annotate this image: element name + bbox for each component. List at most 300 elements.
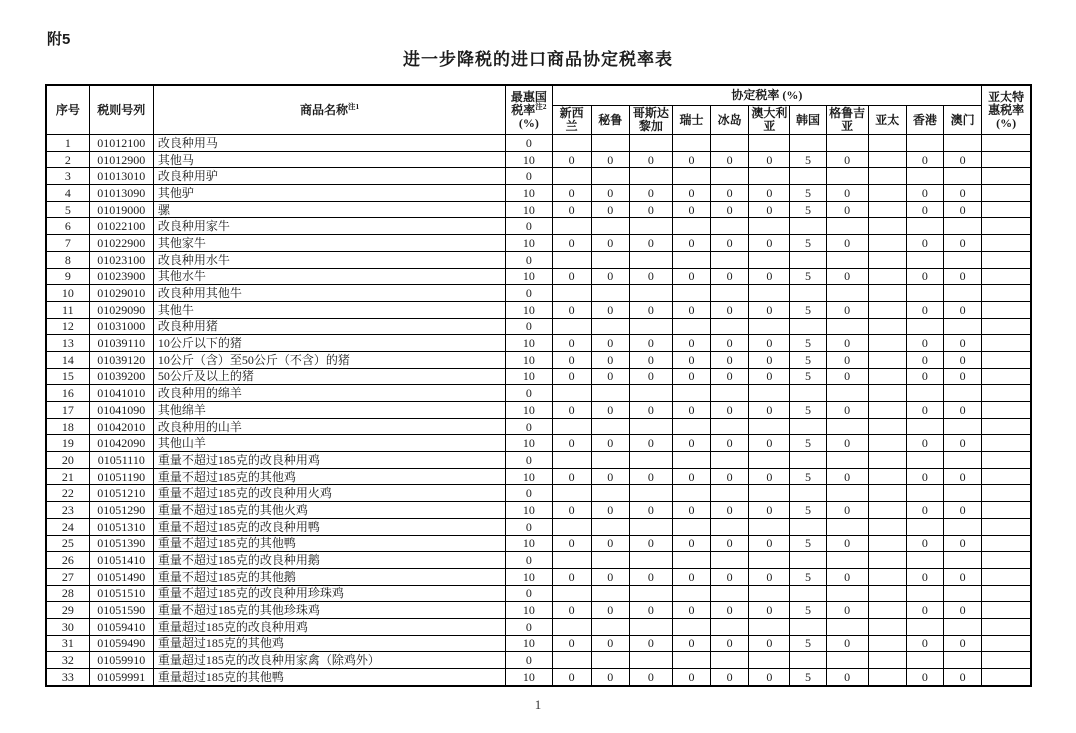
tariff-code-cell: 01029090	[89, 301, 153, 318]
row-no-cell: 27	[46, 568, 89, 585]
agreement-rate-cell: 0	[906, 301, 943, 318]
col-header-korea: 韩国	[790, 106, 826, 135]
row-no-cell: 21	[46, 468, 89, 485]
agreement-rate-cell	[629, 218, 672, 235]
agreement-rate-cell	[943, 218, 981, 235]
product-name-cell: 10公斤（含）至50公斤（不含）的猪	[153, 351, 505, 368]
tariff-code-cell: 01042090	[89, 435, 153, 452]
agreement-rate-cell	[906, 251, 943, 268]
agreement-rate-cell: 0	[711, 468, 749, 485]
tariff-code-cell: 01013010	[89, 168, 153, 185]
agreement-rate-cell	[672, 218, 710, 235]
agreement-rate-cell: 0	[672, 368, 710, 385]
agreement-rate-cell	[591, 585, 629, 602]
agreement-rate-cell	[629, 251, 672, 268]
agreement-rate-cell	[672, 485, 710, 502]
agreement-rate-cell: 0	[906, 201, 943, 218]
row-no-cell: 22	[46, 485, 89, 502]
product-name-cell: 重量不超过185克的其他火鸡	[153, 502, 505, 519]
agreement-rate-cell: 0	[552, 402, 591, 419]
col-header-georgia: 格鲁吉亚	[826, 106, 868, 135]
mfn-rate-cell: 0	[506, 285, 552, 302]
apta-preferential-cell	[982, 351, 1031, 368]
product-name-cell: 改良种用驴	[153, 168, 505, 185]
agreement-rate-cell: 0	[749, 335, 790, 352]
product-name-cell: 改良种用家牛	[153, 218, 505, 235]
agreement-rate-cell	[552, 385, 591, 402]
agreement-rate-cell	[906, 218, 943, 235]
apta-preferential-cell	[982, 485, 1031, 502]
mfn-rate-cell: 0	[506, 218, 552, 235]
agreement-rate-cell: 0	[591, 468, 629, 485]
product-name-cell: 重量不超过185克的改良种用鸡	[153, 452, 505, 469]
agreement-rate-cell	[552, 418, 591, 435]
agreement-rate-cell: 0	[591, 368, 629, 385]
agreement-rate-cell	[826, 518, 868, 535]
mfn-rate-cell: 10	[506, 351, 552, 368]
agreement-rate-cell	[826, 452, 868, 469]
agreement-rate-cell: 0	[591, 402, 629, 419]
agreement-rate-cell	[672, 585, 710, 602]
apta-preferential-cell	[982, 502, 1031, 519]
col-header-new-zealand: 新西兰	[552, 106, 591, 135]
tariff-code-cell: 01023900	[89, 268, 153, 285]
table-row	[46, 402, 1031, 419]
tariff-code-cell: 01012100	[89, 135, 153, 152]
agreement-rate-cell	[591, 385, 629, 402]
agreement-rate-cell: 0	[943, 335, 981, 352]
tariff-code-cell: 01051310	[89, 518, 153, 535]
table-row	[46, 502, 1031, 519]
agreement-rate-cell: 0	[826, 335, 868, 352]
mfn-label-line1: 最惠国	[510, 89, 547, 104]
agreement-rate-cell: 0	[906, 368, 943, 385]
agreement-rate-cell	[711, 251, 749, 268]
agreement-rate-cell: 0	[749, 268, 790, 285]
mfn-rate-cell: 0	[506, 385, 552, 402]
agreement-rate-cell	[906, 135, 943, 152]
agreement-rate-cell: 0	[672, 568, 710, 585]
agreement-rate-cell	[552, 618, 591, 635]
product-name-cell: 重量不超过185克的其他珍珠鸡	[153, 602, 505, 619]
agreement-rate-cell	[672, 518, 710, 535]
agreement-rate-cell: 0	[943, 502, 981, 519]
row-no-cell: 18	[46, 418, 89, 435]
agreement-rate-cell: 0	[672, 402, 710, 419]
row-no-cell: 30	[46, 618, 89, 635]
agreement-rate-cell	[711, 552, 749, 569]
agreement-rate-cell: 0	[591, 185, 629, 202]
apta-preferential-cell	[982, 268, 1031, 285]
product-name-cell: 其他家牛	[153, 235, 505, 252]
agreement-rate-cell	[790, 518, 826, 535]
agreement-rate-cell	[591, 418, 629, 435]
agreement-rate-cell	[749, 485, 790, 502]
table-row	[46, 452, 1031, 469]
agreement-rate-cell	[591, 652, 629, 669]
table-row	[46, 218, 1031, 235]
col-header-tariff-code: 税则号列	[89, 85, 153, 135]
agreement-rate-cell	[868, 335, 906, 352]
tariff-code-cell: 01013090	[89, 185, 153, 202]
agreement-rate-cell	[790, 318, 826, 335]
agreement-rate-cell: 0	[826, 435, 868, 452]
agreement-rate-cell: 0	[906, 185, 943, 202]
agreement-rate-cell: 0	[591, 535, 629, 552]
mfn-rate-cell: 10	[506, 669, 552, 686]
agreement-rate-cell	[552, 218, 591, 235]
tariff-code-cell: 01031000	[89, 318, 153, 335]
agreement-rate-cell	[790, 218, 826, 235]
apta-preferential-cell	[982, 585, 1031, 602]
agreement-rate-cell: 0	[552, 301, 591, 318]
agreement-rate-cell: 0	[906, 669, 943, 686]
agreement-rate-cell	[790, 168, 826, 185]
mfn-rate-cell: 10	[506, 268, 552, 285]
agreement-rate-cell	[711, 485, 749, 502]
agreement-rate-cell: 0	[711, 368, 749, 385]
tariff-code-cell: 01041010	[89, 385, 153, 402]
agreement-rate-cell: 0	[906, 335, 943, 352]
agreement-rate-cell	[672, 285, 710, 302]
agreement-rate-cell	[711, 318, 749, 335]
agreement-rate-cell	[868, 135, 906, 152]
agreement-rate-cell: 0	[552, 435, 591, 452]
agreement-rate-cell: 0	[591, 669, 629, 686]
mfn-rate-cell: 10	[506, 468, 552, 485]
agreement-rate-cell	[552, 485, 591, 502]
agreement-rate-cell	[790, 618, 826, 635]
agreement-rate-cell: 0	[943, 568, 981, 585]
agreement-rate-cell: 0	[943, 351, 981, 368]
agreement-rate-cell: 0	[906, 602, 943, 619]
agreement-rate-cell	[868, 318, 906, 335]
tariff-code-cell: 01051290	[89, 502, 153, 519]
agreement-rate-cell: 0	[826, 185, 868, 202]
mfn-rate-cell: 10	[506, 535, 552, 552]
product-name-cell: 其他马	[153, 151, 505, 168]
agreement-rate-cell	[868, 218, 906, 235]
agreement-rate-cell: 0	[629, 402, 672, 419]
agreement-rate-cell: 0	[749, 235, 790, 252]
tariff-code-cell: 01039200	[89, 368, 153, 385]
agreement-rate-cell: 5	[790, 402, 826, 419]
agreement-rate-cell: 0	[552, 368, 591, 385]
agreement-rate-cell	[868, 151, 906, 168]
product-name-cell: 重量超过185克的其他鸭	[153, 669, 505, 686]
note1-superscript: 注1	[348, 101, 360, 111]
tariff-code-cell: 01059910	[89, 652, 153, 669]
apta-preferential-cell	[982, 235, 1031, 252]
agreement-rate-cell: 0	[591, 568, 629, 585]
agreement-rate-cell	[906, 285, 943, 302]
row-no-cell: 28	[46, 585, 89, 602]
product-name-cell: 重量超过185克的改良种用家禽（除鸡外）	[153, 652, 505, 669]
agreement-rate-cell: 0	[591, 301, 629, 318]
attachment-label: 附5	[47, 31, 71, 48]
agreement-rate-cell	[826, 552, 868, 569]
table-row	[46, 285, 1031, 302]
col-header-costa-rica: 哥斯达黎加	[629, 106, 672, 135]
agreement-rate-cell: 0	[749, 535, 790, 552]
agreement-rate-cell	[943, 452, 981, 469]
apta-preferential-cell	[982, 251, 1031, 268]
agreement-rate-cell: 0	[749, 502, 790, 519]
agreement-rate-cell	[943, 485, 981, 502]
product-name-cell: 其他牛	[153, 301, 505, 318]
agreement-rate-cell	[629, 452, 672, 469]
table-row	[46, 652, 1031, 669]
row-no-cell: 3	[46, 168, 89, 185]
agreement-rate-cell	[711, 385, 749, 402]
agreement-rate-cell: 5	[790, 201, 826, 218]
table-row	[46, 201, 1031, 218]
agreement-rate-cell: 0	[552, 268, 591, 285]
agreement-rate-cell: 0	[749, 568, 790, 585]
agreement-rate-cell	[790, 135, 826, 152]
mfn-rate-cell: 10	[506, 151, 552, 168]
agreement-rate-cell: 0	[672, 351, 710, 368]
agreement-rate-cell	[826, 652, 868, 669]
table-row	[46, 585, 1031, 602]
agreement-rate-cell: 0	[552, 669, 591, 686]
agreement-rate-cell: 0	[629, 535, 672, 552]
agreement-rate-cell	[868, 201, 906, 218]
agreement-rate-cell: 0	[943, 235, 981, 252]
tariff-code-cell: 01022900	[89, 235, 153, 252]
mfn-rate-cell: 0	[506, 318, 552, 335]
agreement-rate-cell	[826, 251, 868, 268]
mfn-rate-cell: 10	[506, 435, 552, 452]
agreement-rate-cell: 0	[672, 201, 710, 218]
agreement-rate-cell	[672, 385, 710, 402]
agreement-rate-cell	[790, 485, 826, 502]
agreement-rate-cell: 0	[943, 185, 981, 202]
agreement-rate-cell	[826, 318, 868, 335]
mfn-rate-cell: 10	[506, 368, 552, 385]
agreement-rate-cell: 0	[552, 351, 591, 368]
agreement-rate-cell	[749, 418, 790, 435]
agreement-rate-cell: 0	[672, 669, 710, 686]
agreement-rate-cell	[672, 251, 710, 268]
agreement-rate-cell	[943, 385, 981, 402]
tariff-code-cell: 01039110	[89, 335, 153, 352]
agreement-rate-cell: 5	[790, 351, 826, 368]
agreement-rate-cell: 0	[711, 201, 749, 218]
agreement-rate-cell: 0	[672, 235, 710, 252]
mfn-rate-cell: 0	[506, 618, 552, 635]
product-name-cell: 改良种用其他牛	[153, 285, 505, 302]
page-number: 1	[534, 697, 542, 712]
mfn-rate-cell: 0	[506, 251, 552, 268]
row-no-cell: 32	[46, 652, 89, 669]
agreement-rate-cell	[906, 618, 943, 635]
table-row	[46, 485, 1031, 502]
row-no-cell: 5	[46, 201, 89, 218]
agreement-rate-cell	[591, 518, 629, 535]
agreement-rate-cell	[868, 351, 906, 368]
agreement-rate-cell: 0	[672, 468, 710, 485]
tariff-code-cell: 01022100	[89, 218, 153, 235]
agreement-rate-cell	[711, 652, 749, 669]
mfn-rate-cell: 10	[506, 201, 552, 218]
agreement-rate-cell: 0	[552, 502, 591, 519]
agreement-rate-cell: 0	[552, 568, 591, 585]
product-name-cell: 重量不超过185克的改良种用火鸡	[153, 485, 505, 502]
agreement-rate-cell	[629, 418, 672, 435]
agreement-rate-cell	[906, 518, 943, 535]
agreement-rate-cell	[826, 135, 868, 152]
agreement-rate-cell	[868, 552, 906, 569]
agreement-rate-cell: 0	[629, 151, 672, 168]
table-row	[46, 568, 1031, 585]
agreement-rate-cell	[749, 285, 790, 302]
agreement-rate-cell: 0	[711, 185, 749, 202]
agreement-rate-cell	[868, 502, 906, 519]
agreement-rate-cell: 0	[943, 535, 981, 552]
agreement-rate-cell	[868, 468, 906, 485]
agreement-rate-cell	[826, 168, 868, 185]
agreement-rate-cell	[790, 251, 826, 268]
agreement-rate-cell: 0	[591, 235, 629, 252]
table-row	[46, 151, 1031, 168]
tariff-code-cell: 01051410	[89, 552, 153, 569]
agreement-rate-cell	[629, 585, 672, 602]
agreement-rate-cell: 0	[826, 635, 868, 652]
agreement-rate-cell: 0	[591, 268, 629, 285]
product-name-cell: 改良种用的绵羊	[153, 385, 505, 402]
agreement-rate-cell	[790, 585, 826, 602]
agreement-rate-cell: 0	[672, 502, 710, 519]
agreement-rate-cell: 0	[711, 502, 749, 519]
agreement-rate-cell	[749, 618, 790, 635]
table-row	[46, 268, 1031, 285]
agreement-rate-cell: 0	[943, 402, 981, 419]
col-header-product-name	[153, 85, 505, 135]
mfn-rate-cell: 10	[506, 635, 552, 652]
agreement-rate-cell: 5	[790, 301, 826, 318]
row-no-cell: 11	[46, 301, 89, 318]
product-name-cell: 重量不超过185克的改良种用鸭	[153, 518, 505, 535]
agreement-rate-cell: 0	[711, 535, 749, 552]
agreement-rate-cell	[552, 318, 591, 335]
table-row	[46, 385, 1031, 402]
tariff-rate-table	[45, 84, 1032, 687]
agreement-rate-cell	[711, 618, 749, 635]
agreement-rate-cell: 0	[943, 468, 981, 485]
agreement-rate-cell: 5	[790, 151, 826, 168]
table-row	[46, 618, 1031, 635]
agreement-rate-cell: 0	[826, 402, 868, 419]
agreement-rate-cell	[711, 285, 749, 302]
row-no-cell: 4	[46, 185, 89, 202]
mfn-unit-label: (%)	[518, 115, 539, 130]
row-no-cell: 20	[46, 452, 89, 469]
agreement-rate-cell: 0	[749, 468, 790, 485]
agreement-rate-cell	[629, 552, 672, 569]
agreement-rate-cell	[629, 518, 672, 535]
agreement-rate-cell: 0	[906, 235, 943, 252]
agreement-rate-cell: 0	[629, 435, 672, 452]
agreement-rate-cell: 0	[943, 151, 981, 168]
agreement-rate-cell: 0	[826, 235, 868, 252]
product-name-cell: 10公斤以下的猪	[153, 335, 505, 352]
agreement-rate-cell: 0	[749, 602, 790, 619]
agreement-rate-cell	[868, 485, 906, 502]
mfn-rate-cell: 0	[506, 652, 552, 669]
product-name-cell: 重量超过185克的其他鸡	[153, 635, 505, 652]
product-name-cell: 重量超过185克的改良种用鸡	[153, 618, 505, 635]
agreement-rate-cell	[943, 518, 981, 535]
agreement-rate-cell: 0	[591, 201, 629, 218]
apta-pref-label: 亚太特惠税率	[988, 89, 1025, 117]
agreement-rate-cell	[943, 135, 981, 152]
agreement-rate-cell: 0	[672, 635, 710, 652]
agreement-rate-cell	[943, 618, 981, 635]
agreement-rate-cell: 0	[591, 635, 629, 652]
agreement-rate-cell: 0	[749, 201, 790, 218]
apta-preferential-cell	[982, 201, 1031, 218]
agreement-rate-cell: 0	[906, 268, 943, 285]
apta-preferential-cell	[982, 318, 1031, 335]
agreement-rate-cell: 5	[790, 669, 826, 686]
agreement-rate-cell: 0	[672, 435, 710, 452]
agreement-rate-cell	[591, 251, 629, 268]
agreement-rate-cell	[629, 652, 672, 669]
apta-preferential-cell	[982, 218, 1031, 235]
agreement-rate-cell	[868, 185, 906, 202]
agreement-rate-cell: 0	[711, 435, 749, 452]
agreement-rate-cell	[868, 251, 906, 268]
agreement-rate-cell	[790, 552, 826, 569]
agreement-rate-cell: 0	[826, 468, 868, 485]
agreement-rate-cell: 0	[629, 368, 672, 385]
col-header-iceland: 冰岛	[711, 106, 749, 135]
col-group-agreement-rates: 协定税率 (%)	[552, 85, 982, 106]
agreement-rate-cell: 0	[672, 151, 710, 168]
agreement-rate-cell: 0	[906, 502, 943, 519]
agreement-rate-cell: 0	[749, 669, 790, 686]
agreement-rate-cell	[672, 452, 710, 469]
agreement-rate-cell	[629, 318, 672, 335]
agreement-rate-cell: 0	[826, 351, 868, 368]
apta-preferential-cell	[982, 385, 1031, 402]
agreement-rate-cell: 0	[552, 635, 591, 652]
agreement-rate-cell	[868, 385, 906, 402]
agreement-rate-cell	[552, 652, 591, 669]
apta-preferential-cell	[982, 135, 1031, 152]
agreement-rate-cell: 5	[790, 535, 826, 552]
product-name-cell: 其他山羊	[153, 435, 505, 452]
tariff-code-cell: 01051590	[89, 602, 153, 619]
tariff-code-cell: 01051490	[89, 568, 153, 585]
agreement-rate-cell: 0	[711, 635, 749, 652]
agreement-rate-cell: 0	[826, 201, 868, 218]
row-no-cell: 16	[46, 385, 89, 402]
mfn-rate-cell: 0	[506, 168, 552, 185]
row-no-cell: 14	[46, 351, 89, 368]
agreement-rate-cell: 0	[711, 402, 749, 419]
mfn-rate-cell: 10	[506, 402, 552, 419]
agreement-rate-cell: 0	[906, 402, 943, 419]
row-no-cell: 26	[46, 552, 89, 569]
agreement-rate-cell	[868, 618, 906, 635]
agreement-rate-cell	[826, 585, 868, 602]
agreement-rate-cell	[591, 485, 629, 502]
agreement-rate-cell: 0	[906, 535, 943, 552]
agreement-rate-cell: 0	[749, 635, 790, 652]
agreement-rate-cell: 0	[711, 602, 749, 619]
